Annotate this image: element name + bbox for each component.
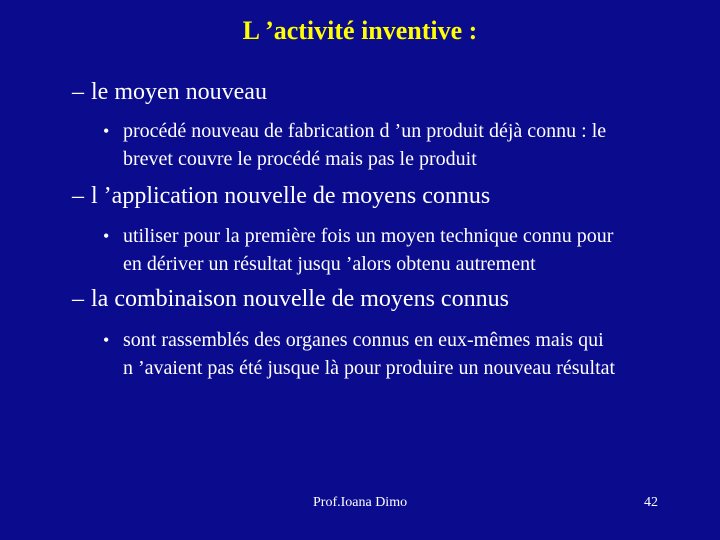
heading-application-nouvelle — [72, 183, 490, 210]
slide-title: L ’activité inventive : — [242, 16, 478, 45]
footer-author: Prof.Ioana Dimo — [313, 495, 408, 510]
bullet-marker: • — [103, 330, 110, 350]
sub-item-moyen-nouveau — [103, 117, 718, 173]
heading-text: le moyen nouveau — [91, 79, 267, 105]
heading-combinaison-nouvelle — [72, 286, 509, 313]
heading-text: la combinaison nouvelle de moyens connus — [91, 286, 509, 312]
sub-item-application-nouvelle — [103, 222, 718, 278]
heading-text: l ’application nouvelle de moyens connus — [91, 183, 491, 209]
slide-number: 42 — [644, 495, 658, 510]
dash-marker: – — [72, 183, 84, 209]
bullet-marker: • — [103, 121, 110, 141]
sub-item-line: utiliser pour la première fois un moyen technique connu pour — [123, 225, 614, 247]
sub-item-line: en dériver un résultat jusqu ’alors obtenu autrement — [123, 253, 536, 275]
sub-item-line: brevet couvre le procédé mais pas le produit — [123, 148, 477, 170]
sub-item-line: procédé nouveau de fabrication d ’un produit déjà connu : le — [123, 120, 607, 142]
heading-moyen-nouveau — [72, 79, 267, 106]
dash-marker: – — [72, 79, 84, 105]
sub-item-line: sont rassemblés des organes connus en eux-mêmes mais qui — [123, 329, 604, 351]
dash-marker: – — [72, 286, 84, 312]
bullet-marker: • — [103, 226, 110, 246]
sub-item-line: n ’avaient pas été jusque là pour produire un nouveau résultat — [123, 357, 616, 379]
sub-item-combinaison-nouvelle — [103, 326, 718, 382]
